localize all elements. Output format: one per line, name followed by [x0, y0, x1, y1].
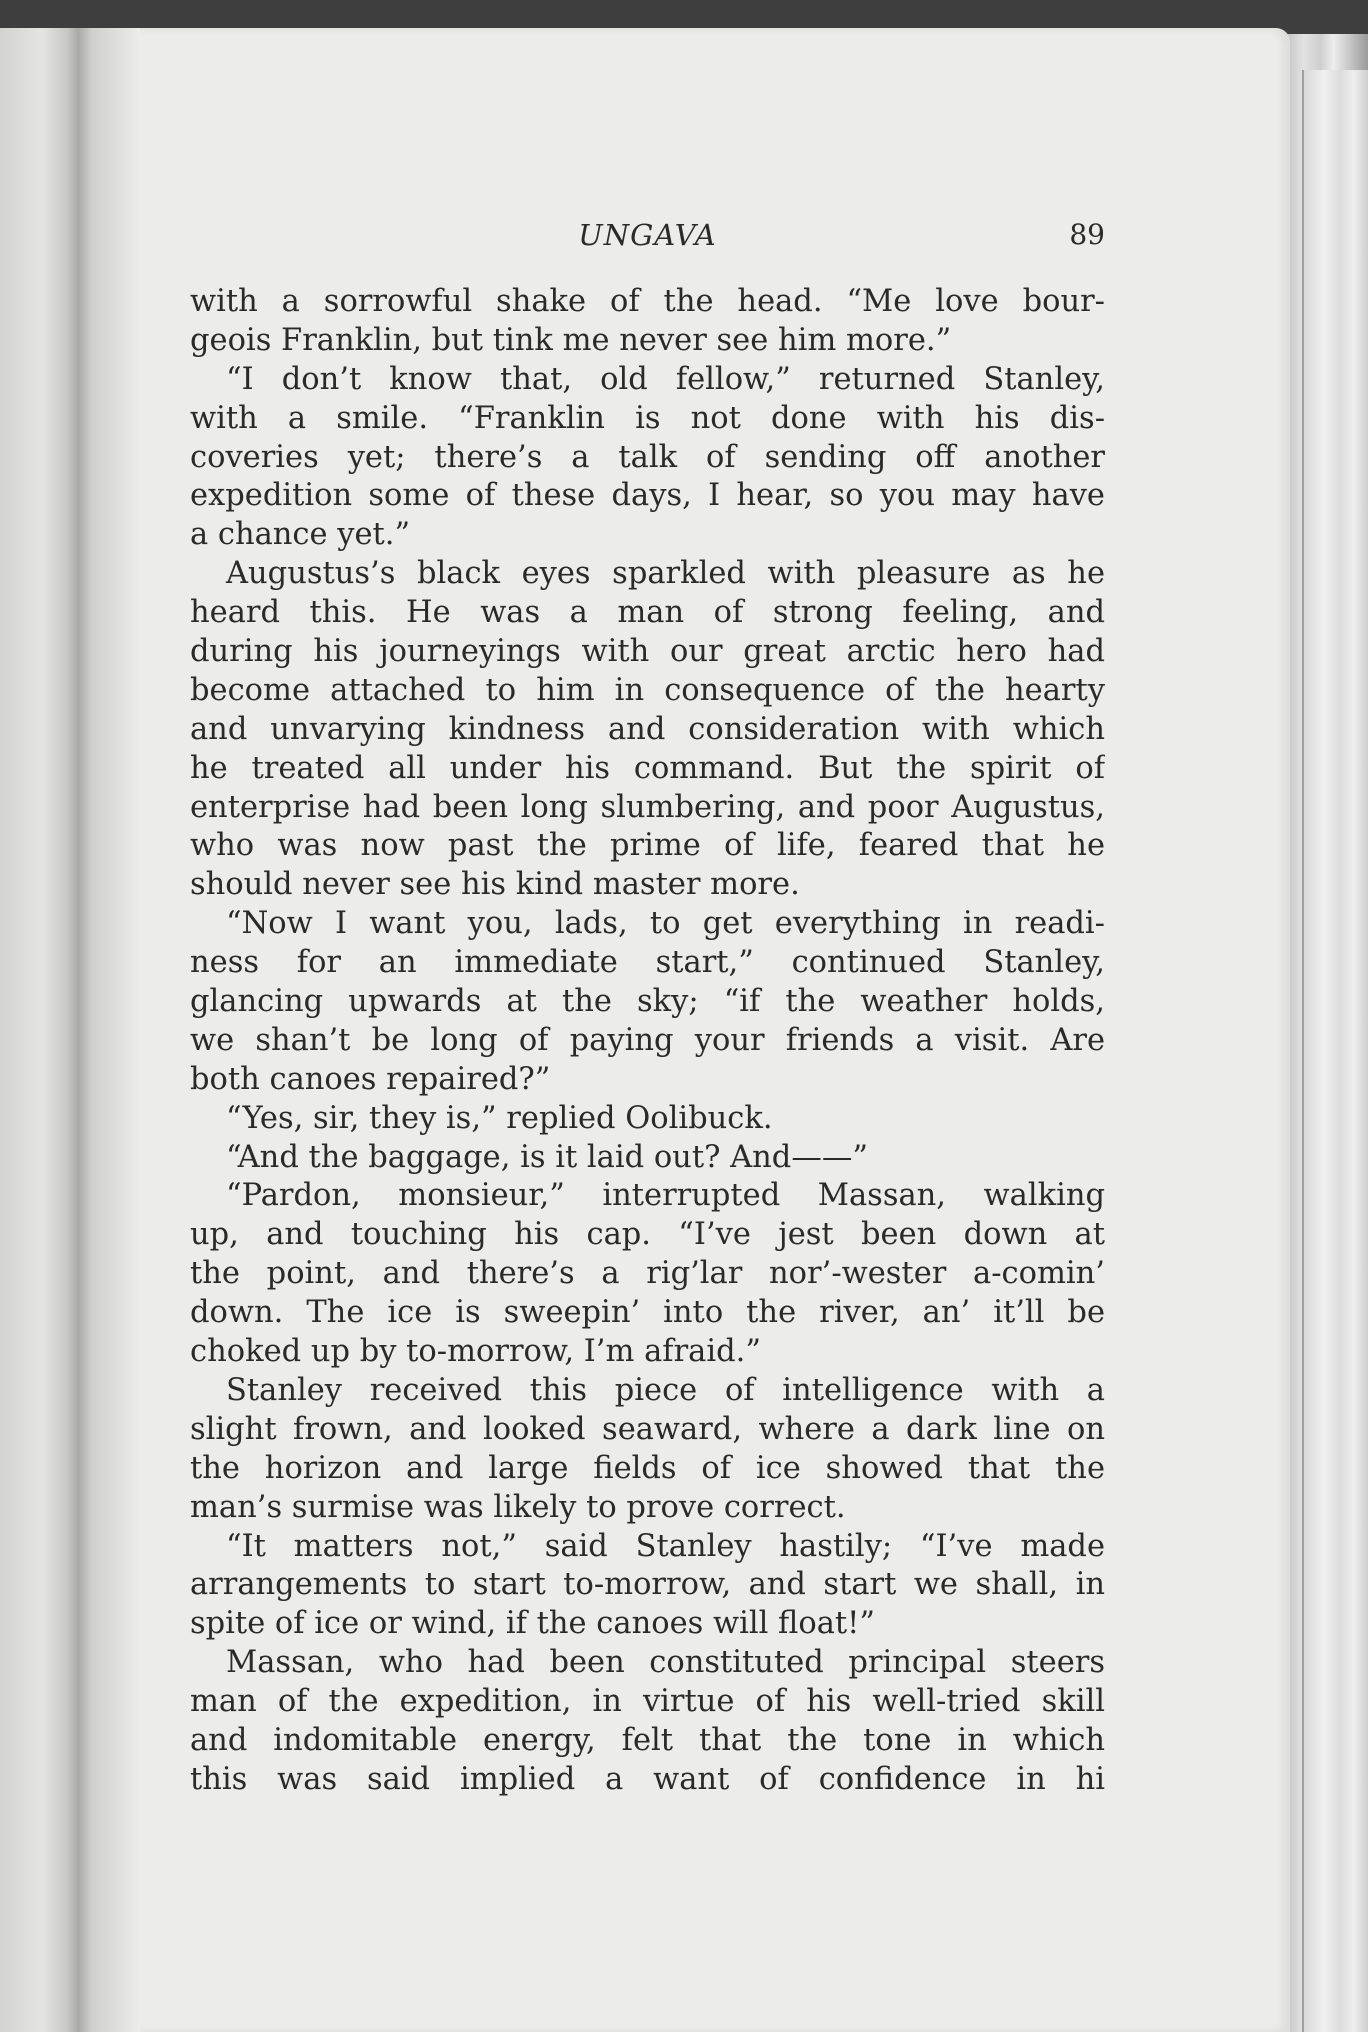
page-number: 89 [1069, 218, 1105, 251]
text-line: slight frown, and looked seaward, where a dark line on [190, 1411, 1105, 1447]
text-line: Augustus’s black eyes sparkled with pleasure as he [226, 556, 1105, 592]
text-line: spite of ice or wind, if the canoes will float!” [190, 1606, 876, 1642]
running-title: UNGAVA [578, 218, 717, 252]
text-line: we shan’t be long of paying your friends a visit. Are [190, 1022, 1105, 1058]
running-head [190, 218, 1105, 254]
text-line: “I don’t know that, old fellow,” returned Stanley, [226, 361, 1105, 397]
text-line: choked up by to-morrow, I’m afraid.” [190, 1334, 761, 1370]
text-line: “It matters not,” said Stanley hastily; “I’ve made [226, 1528, 1105, 1564]
text-line: down. The ice is sweepin’ into the river, an’ it’ll be [190, 1295, 1105, 1331]
text-line: heard this. He was a man of strong feeling, and [190, 595, 1105, 631]
text-line: and unvarying kindness and consideration with which [190, 711, 1105, 747]
text-line: with a sorrowful shake of the head. “Me love bour- [190, 284, 1105, 319]
text-line: become attached to him in consequence of the hearty [190, 672, 1105, 708]
text-line: glancing upwards at the sky; “if the weather holds, [190, 984, 1105, 1020]
text-line: enterprise had been long slumbering, and poor Augustus, [190, 789, 1105, 825]
text-line: and indomitable energy, felt that the tone in which [190, 1722, 1105, 1758]
text-line: arrangements to start to-morrow, and start we shall, in [190, 1567, 1105, 1603]
text-line: expedition some of these days, I hear, so you may have [190, 478, 1105, 514]
text-line: should never see his kind master more. [190, 867, 800, 903]
text-line: he treated all under his command. But the spirit of [190, 750, 1105, 786]
book-gutter-shadow [0, 28, 140, 2032]
text-line: Massan, who had been constituted principal steers [226, 1645, 1105, 1681]
body-text [190, 283, 1105, 1800]
text-line: this was said implied a want of confidence in hi [190, 1761, 1105, 1797]
text-line: “And the baggage, is it laid out? And——” [226, 1139, 868, 1175]
text-line: “Now I want you, lads, to get everything in readi- [226, 906, 1105, 942]
text-line: man’s surmise was likely to prove correct. [190, 1489, 846, 1525]
text-line: with a smile. “Franklin is not done with his dis- [190, 400, 1105, 436]
text-line: Stanley received this piece of intelligence with a [226, 1372, 1105, 1408]
text-line: the horizon and large fields of ice showed that the [190, 1450, 1105, 1486]
text-line: up, and touching his cap. “I’ve jest been down at [190, 1217, 1105, 1253]
text-line: geois Franklin, but tink me never see him more.” [190, 322, 952, 358]
text-line: “Pardon, monsieur,” interrupted Massan, walking [226, 1178, 1105, 1214]
text-line: during his journeyings with our great arctic hero had [190, 634, 1105, 670]
text-line: both canoes repaired?” [190, 1061, 551, 1097]
text-line: “Yes, sir, they is,” replied Oolibuck. [226, 1100, 773, 1136]
text-line: a chance yet.” [190, 517, 411, 553]
text-line: coveries yet; there’s a talk of sending off another [190, 439, 1105, 475]
text-line: who was now past the prime of life, feared that he [190, 828, 1105, 864]
text-line: man of the expedition, in virtue of his well-tried skill [190, 1684, 1105, 1720]
text-line: the point, and there’s a rig’lar nor’-wester a-comin’ [190, 1256, 1105, 1292]
text-line: ness for an immediate start,” continued Stanley, [190, 945, 1105, 981]
book-page-edges-inner [1302, 70, 1368, 2032]
